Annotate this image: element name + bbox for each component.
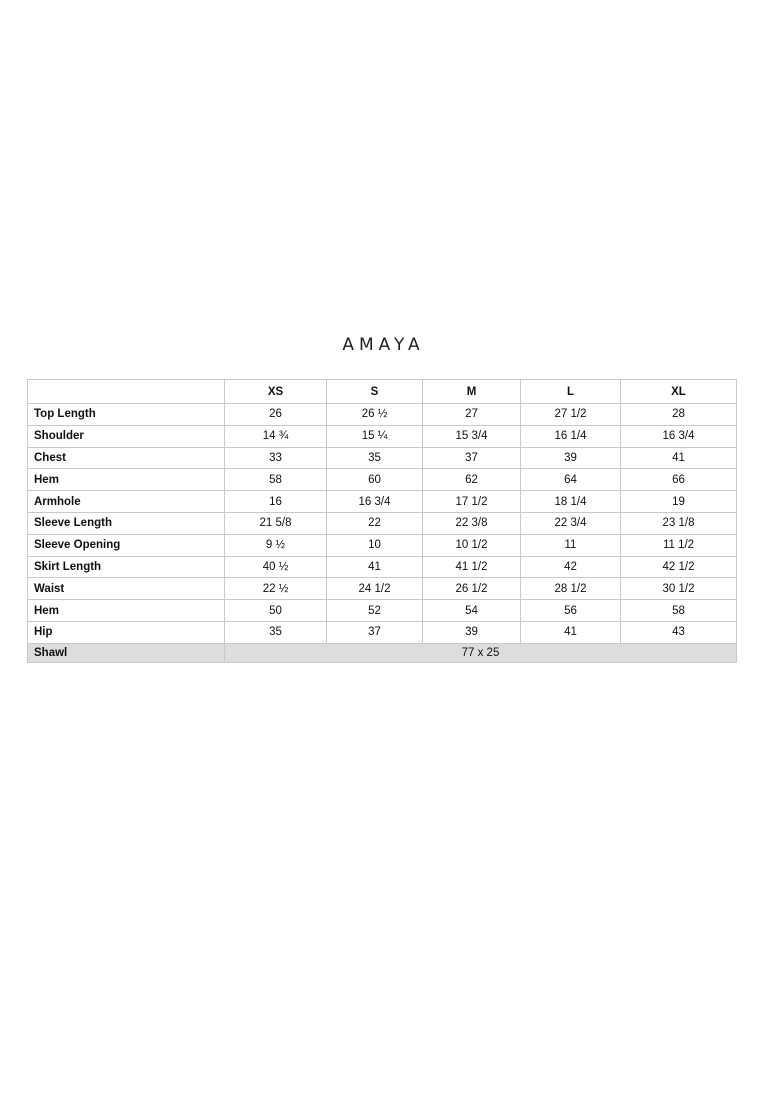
measurement-label: Shoulder <box>28 425 225 447</box>
table-row <box>28 512 737 534</box>
measurement-value-xl: 58 <box>621 600 737 622</box>
measurement-value-xl: 11 1/2 <box>621 534 737 556</box>
measurement-value-xs: 14 ¾ <box>225 425 327 447</box>
measurement-value-xl: 28 <box>621 404 737 426</box>
measurement-value-m: 54 <box>423 600 521 622</box>
measurement-value-xl: 42 1/2 <box>621 556 737 578</box>
size-chart-table <box>27 379 737 663</box>
size-header-row <box>28 380 737 404</box>
measurement-value-xs: 40 ½ <box>225 556 327 578</box>
table-row <box>28 491 737 513</box>
measurement-value-m: 37 <box>423 447 521 469</box>
table-row <box>28 621 737 643</box>
measurement-label: Hip <box>28 621 225 643</box>
measurement-value-s: 26 ½ <box>327 404 423 426</box>
measurement-value-xl: 66 <box>621 469 737 491</box>
measurement-value-l: 18 1/4 <box>521 491 621 513</box>
shawl-row <box>28 643 737 662</box>
measurement-value-l: 64 <box>521 469 621 491</box>
measurement-value-xl: 30 1/2 <box>621 578 737 600</box>
measurement-value-s: 24 1/2 <box>327 578 423 600</box>
measurement-value-l: 16 1/4 <box>521 425 621 447</box>
size-header-l: L <box>521 380 621 404</box>
measurement-value-l: 22 3/4 <box>521 512 621 534</box>
size-header-s: S <box>327 380 423 404</box>
measurement-value-l: 41 <box>521 621 621 643</box>
measurement-value-xs: 26 <box>225 404 327 426</box>
measurement-value-s: 37 <box>327 621 423 643</box>
measurement-label: Skirt Length <box>28 556 225 578</box>
measurement-value-m: 41 1/2 <box>423 556 521 578</box>
shawl-value: 77 x 25 <box>225 643 737 662</box>
measurement-value-l: 27 1/2 <box>521 404 621 426</box>
measurement-value-m: 39 <box>423 621 521 643</box>
measurement-value-xl: 16 3/4 <box>621 425 737 447</box>
measurement-label: Sleeve Opening <box>28 534 225 556</box>
measurement-value-xl: 19 <box>621 491 737 513</box>
measurement-value-s: 16 3/4 <box>327 491 423 513</box>
measurement-value-xl: 43 <box>621 621 737 643</box>
measurement-value-s: 41 <box>327 556 423 578</box>
measurement-value-m: 22 3/8 <box>423 512 521 534</box>
measurement-value-l: 42 <box>521 556 621 578</box>
measurement-value-l: 11 <box>521 534 621 556</box>
measurement-value-xs: 9 ½ <box>225 534 327 556</box>
measurement-value-m: 27 <box>423 404 521 426</box>
table-row <box>28 534 737 556</box>
measurement-value-l: 39 <box>521 447 621 469</box>
measurement-value-m: 26 1/2 <box>423 578 521 600</box>
measurement-value-xl: 23 1/8 <box>621 512 737 534</box>
measurement-value-m: 62 <box>423 469 521 491</box>
measurement-value-xs: 21 5/8 <box>225 512 327 534</box>
measurement-value-xs: 35 <box>225 621 327 643</box>
shawl-label: Shawl <box>28 643 225 662</box>
table-row <box>28 556 737 578</box>
measurement-label: Hem <box>28 600 225 622</box>
measurement-value-xs: 33 <box>225 447 327 469</box>
measurement-value-s: 22 <box>327 512 423 534</box>
size-header-xs: XS <box>225 380 327 404</box>
table-row <box>28 425 737 447</box>
size-header-xl: XL <box>621 380 737 404</box>
measurement-value-xl: 41 <box>621 447 737 469</box>
table-row <box>28 447 737 469</box>
measurement-value-s: 10 <box>327 534 423 556</box>
header-corner-cell <box>28 380 225 404</box>
brand-title: AMAYA <box>342 335 425 355</box>
measurement-label: Chest <box>28 447 225 469</box>
measurement-value-s: 35 <box>327 447 423 469</box>
measurement-value-xs: 22 ½ <box>225 578 327 600</box>
size-header-m: M <box>423 380 521 404</box>
measurement-label: Sleeve Length <box>28 512 225 534</box>
measurement-value-m: 15 3/4 <box>423 425 521 447</box>
measurement-value-xs: 50 <box>225 600 327 622</box>
measurement-value-m: 17 1/2 <box>423 491 521 513</box>
measurement-value-xs: 58 <box>225 469 327 491</box>
measurement-label: Armhole <box>28 491 225 513</box>
measurement-value-xs: 16 <box>225 491 327 513</box>
measurement-value-l: 56 <box>521 600 621 622</box>
table-row <box>28 600 737 622</box>
measurement-value-s: 52 <box>327 600 423 622</box>
table-row <box>28 578 737 600</box>
table-row <box>28 469 737 491</box>
measurement-value-s: 15 ¼ <box>327 425 423 447</box>
table-row <box>28 404 737 426</box>
measurement-label: Hem <box>28 469 225 491</box>
measurement-label: Top Length <box>28 404 225 426</box>
measurement-value-m: 10 1/2 <box>423 534 521 556</box>
measurement-label: Waist <box>28 578 225 600</box>
measurement-value-s: 60 <box>327 469 423 491</box>
measurement-value-l: 28 1/2 <box>521 578 621 600</box>
